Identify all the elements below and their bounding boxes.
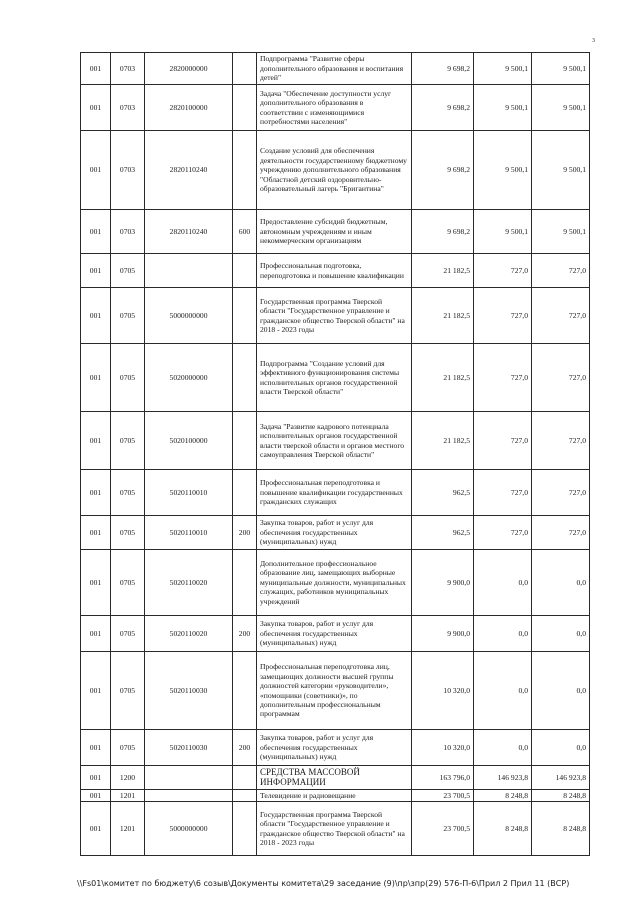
cell-section: 0705: [111, 412, 145, 470]
cell-amount-3: 727,0: [532, 470, 590, 516]
cell-amount-2: 0,0: [474, 652, 532, 730]
cell-amount-2: 0,0: [474, 550, 532, 616]
table-row: [81, 85, 590, 131]
cell-grbs: 001: [81, 53, 111, 85]
cell-expense-type: [233, 790, 257, 802]
cell-target-article: 5020000000: [145, 344, 233, 412]
cell-amount-2: 727,0: [474, 470, 532, 516]
cell-description: Телевидение и радиовещание: [257, 790, 412, 802]
cell-amount-1: 10 320,0: [412, 652, 474, 730]
cell-section: 0705: [111, 550, 145, 616]
cell-grbs: 001: [81, 616, 111, 652]
cell-amount-2: 9 500,1: [474, 131, 532, 210]
table-row: [81, 730, 590, 766]
cell-section: 0703: [111, 131, 145, 210]
cell-section: 0705: [111, 288, 145, 344]
cell-expense-type: [233, 131, 257, 210]
cell-amount-1: 163 796,0: [412, 766, 474, 790]
cell-section: 0705: [111, 516, 145, 550]
cell-expense-type: [233, 288, 257, 344]
cell-amount-2: 8 248,8: [474, 802, 532, 856]
cell-amount-2: 727,0: [474, 516, 532, 550]
table-row: [81, 790, 590, 802]
cell-amount-3: 727,0: [532, 344, 590, 412]
cell-amount-3: 0,0: [532, 550, 590, 616]
cell-amount-3: 9 500,1: [532, 131, 590, 210]
table-row: [81, 131, 590, 210]
cell-amount-3: 727,0: [532, 288, 590, 344]
cell-grbs: 001: [81, 344, 111, 412]
cell-section: 0703: [111, 210, 145, 254]
cell-description: Создание условий для обеспечения деятельности государственному бюджетному учреждению дополнительного образования "Областной детский оздоровительно-образовательный лагерь "Бригантина": [257, 131, 412, 210]
cell-amount-1: 21 182,5: [412, 288, 474, 344]
cell-description: Дополнительное профессиональное образование лиц, замещающих выборные муниципальные должности, муниципальных служащих, работников муниципальных учреждений: [257, 550, 412, 616]
cell-grbs: 001: [81, 802, 111, 856]
cell-description: Предоставление субсидий бюджетным, автономным учреждениям и иным некоммерческим организациям: [257, 210, 412, 254]
cell-target-article: 5020110010: [145, 470, 233, 516]
cell-amount-1: 21 182,5: [412, 254, 474, 288]
table-row: [81, 53, 590, 85]
cell-target-article: [145, 766, 233, 790]
cell-expense-type: [233, 802, 257, 856]
cell-amount-1: 21 182,5: [412, 344, 474, 412]
cell-amount-2: 8 248,8: [474, 790, 532, 802]
cell-section: 0705: [111, 470, 145, 516]
cell-section: 0703: [111, 85, 145, 131]
cell-amount-3: 727,0: [532, 516, 590, 550]
cell-target-article: 2820110240: [145, 131, 233, 210]
cell-amount-2: 727,0: [474, 254, 532, 288]
cell-expense-type: [233, 652, 257, 730]
cell-grbs: 001: [81, 766, 111, 790]
cell-grbs: 001: [81, 652, 111, 730]
cell-grbs: 001: [81, 550, 111, 616]
cell-expense-type: [233, 470, 257, 516]
cell-grbs: 001: [81, 730, 111, 766]
cell-description: Государственная программа Тверской области "Государственное управление и гражданское общество Тверской области" на 2018 - 2023 годы: [257, 802, 412, 856]
cell-section: 0705: [111, 730, 145, 766]
cell-grbs: 001: [81, 85, 111, 131]
cell-amount-2: 727,0: [474, 412, 532, 470]
cell-grbs: 001: [81, 516, 111, 550]
cell-amount-2: 9 500,1: [474, 53, 532, 85]
cell-expense-type: [233, 766, 257, 790]
table-row: [81, 344, 590, 412]
cell-amount-1: 9 698,2: [412, 53, 474, 85]
cell-amount-1: 9 698,2: [412, 85, 474, 131]
cell-amount-1: 9 900,0: [412, 550, 474, 616]
cell-amount-3: 727,0: [532, 412, 590, 470]
cell-description: Государственная программа Тверской области "Государственное управление и гражданское общество Тверской области" на 2018 - 2023 годы: [257, 288, 412, 344]
cell-target-article: 5020110030: [145, 730, 233, 766]
cell-amount-3: 8 248,8: [532, 802, 590, 856]
cell-amount-2: 146 923,8: [474, 766, 532, 790]
cell-target-article: 5020110010: [145, 516, 233, 550]
table-row: [81, 470, 590, 516]
cell-amount-1: 9 698,2: [412, 131, 474, 210]
cell-amount-2: 727,0: [474, 288, 532, 344]
cell-target-article: [145, 790, 233, 802]
cell-expense-type: 600: [233, 210, 257, 254]
cell-description: Закупка товаров, работ и услуг для обеспечения государственных (муниципальных) нужд: [257, 616, 412, 652]
cell-grbs: 001: [81, 254, 111, 288]
cell-section: 0705: [111, 616, 145, 652]
table-row: [81, 766, 590, 790]
cell-grbs: 001: [81, 131, 111, 210]
cell-target-article: 2820000000: [145, 53, 233, 85]
cell-expense-type: [233, 53, 257, 85]
table-row: [81, 210, 590, 254]
cell-amount-2: 0,0: [474, 730, 532, 766]
page-number: 3: [592, 38, 595, 44]
cell-grbs: 001: [81, 288, 111, 344]
cell-description: Задача "Развитие кадрового потенциала исполнительных органов государственной власти тверской области и органов местного самоуправления Тверской области": [257, 412, 412, 470]
cell-section: 1200: [111, 766, 145, 790]
cell-grbs: 001: [81, 412, 111, 470]
cell-expense-type: [233, 85, 257, 131]
table-row: [81, 652, 590, 730]
table-row: [81, 802, 590, 856]
cell-target-article: [145, 254, 233, 288]
cell-amount-3: 727,0: [532, 254, 590, 288]
cell-description: Подпрограмма "Создание условий для эффективного функционирования системы исполнительных органов государственной власти Тверской области": [257, 344, 412, 412]
cell-section: 0705: [111, 254, 145, 288]
cell-target-article: 2820100000: [145, 85, 233, 131]
cell-expense-type: [233, 254, 257, 288]
cell-amount-1: 962,5: [412, 470, 474, 516]
cell-description: Подпрограмма "Развитие сферы дополнительного образования и воспитания детей": [257, 53, 412, 85]
cell-amount-3: 9 500,1: [532, 85, 590, 131]
cell-expense-type: 200: [233, 516, 257, 550]
cell-expense-type: [233, 550, 257, 616]
cell-description: Профессиональная переподготовка и повышение квалификации государственных гражданских служащих: [257, 470, 412, 516]
cell-section: 0703: [111, 53, 145, 85]
cell-target-article: 5020110030: [145, 652, 233, 730]
footer-file-path: \\Fs01\комитет по бюджету\6 созыв\Документы комитета\29 заседание (9)\пр\зпр(29) 576-П-6\Прил 2 Прил 11 (ВСР): [77, 879, 570, 888]
cell-description: Профессиональная переподготовка лиц, замещающих должности высшей группы должностей категории «руководители», «помощники (советники)», по дополнительным профессиональным программам: [257, 652, 412, 730]
table-row: [81, 412, 590, 470]
cell-grbs: 001: [81, 790, 111, 802]
cell-grbs: 001: [81, 210, 111, 254]
cell-target-article: 5020110020: [145, 550, 233, 616]
cell-section: 0705: [111, 344, 145, 412]
cell-target-article: 5020100000: [145, 412, 233, 470]
cell-amount-1: 9 900,0: [412, 616, 474, 652]
cell-amount-3: 0,0: [532, 730, 590, 766]
cell-description: Профессиональная подготовка, переподготовка и повышение квалификации: [257, 254, 412, 288]
cell-section: 1201: [111, 802, 145, 856]
cell-description: СРЕДСТВА МАССОВОЙ ИНФОРМАЦИИ: [257, 766, 412, 790]
budget-table: [80, 52, 590, 856]
cell-amount-1: 10 320,0: [412, 730, 474, 766]
cell-amount-1: 21 182,5: [412, 412, 474, 470]
cell-amount-1: 9 698,2: [412, 210, 474, 254]
cell-amount-3: 8 248,8: [532, 790, 590, 802]
cell-expense-type: [233, 344, 257, 412]
table-row: [81, 516, 590, 550]
cell-description: Задача "Обеспечение доступности услуг дополнительного образования в соответствии с изменяющимися потребностями населения": [257, 85, 412, 131]
cell-amount-2: 9 500,1: [474, 210, 532, 254]
table-row: [81, 288, 590, 344]
cell-amount-1: 23 700,5: [412, 802, 474, 856]
cell-grbs: 001: [81, 470, 111, 516]
cell-section: 1201: [111, 790, 145, 802]
cell-amount-3: 0,0: [532, 652, 590, 730]
cell-expense-type: [233, 412, 257, 470]
table-row: [81, 616, 590, 652]
cell-section: 0705: [111, 652, 145, 730]
cell-amount-1: 23 700,5: [412, 790, 474, 802]
table-row: [81, 550, 590, 616]
cell-amount-3: 0,0: [532, 616, 590, 652]
cell-target-article: 5000000000: [145, 288, 233, 344]
cell-target-article: 2820110240: [145, 210, 233, 254]
cell-target-article: 5020110020: [145, 616, 233, 652]
cell-description: Закупка товаров, работ и услуг для обеспечения государственных (муниципальных) нужд: [257, 730, 412, 766]
cell-amount-2: 0,0: [474, 616, 532, 652]
cell-amount-3: 146 923,8: [532, 766, 590, 790]
cell-amount-3: 9 500,1: [532, 53, 590, 85]
cell-amount-2: 9 500,1: [474, 85, 532, 131]
cell-expense-type: 200: [233, 730, 257, 766]
cell-expense-type: 200: [233, 616, 257, 652]
cell-target-article: 5000000000: [145, 802, 233, 856]
table-row: [81, 254, 590, 288]
cell-description: Закупка товаров, работ и услуг для обеспечения государственных (муниципальных) нужд: [257, 516, 412, 550]
cell-amount-2: 727,0: [474, 344, 532, 412]
cell-amount-3: 9 500,1: [532, 210, 590, 254]
cell-amount-1: 962,5: [412, 516, 474, 550]
